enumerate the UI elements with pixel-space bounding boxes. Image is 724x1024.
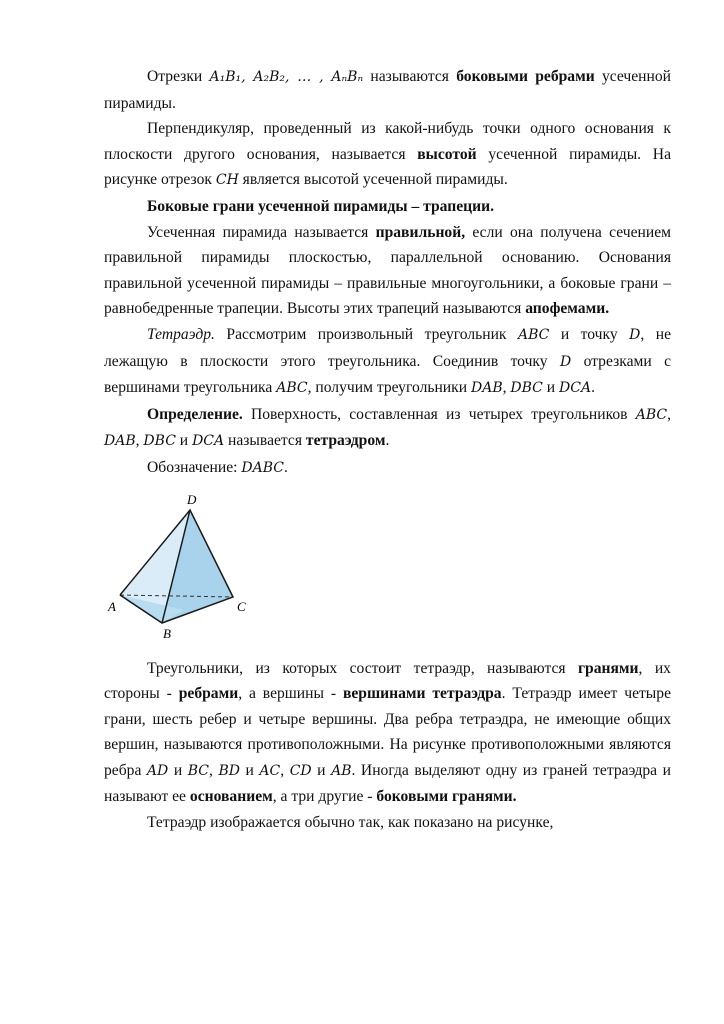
text-run: называется: [224, 432, 306, 450]
bold-term: апофемами.: [525, 300, 610, 318]
text-block-bottom: [104, 656, 671, 836]
text-run: . Тетраэдр имеет четыре грани, шесть ребер и четыре вершины. Два ребра тетраэдра, не имеющие общих вершин, называются противоположными. На рисунке противоположными являются ребра: [104, 685, 672, 779]
bold-term: правильной,: [375, 223, 466, 241]
paragraph: [104, 322, 671, 402]
tetrahedron-diagram: [104, 490, 284, 656]
paragraph: [104, 402, 671, 455]
bold-term: высотой: [417, 145, 477, 163]
text-run: , а три другие -: [272, 788, 377, 806]
bold-term: боковыми ребрами: [456, 68, 595, 85]
text-run: и: [175, 432, 193, 450]
math-expression: DBC: [143, 433, 176, 450]
text-run: Треугольники, из которых состоит тетраэдр, называются: [147, 659, 578, 677]
document-page: [104, 64, 671, 836]
bold-term: тетраэдром: [305, 432, 386, 450]
text-run: ,: [135, 432, 144, 450]
text-run: и: [311, 761, 332, 779]
bold-term: ребрами: [178, 685, 239, 703]
label-c: C: [237, 598, 246, 614]
text-run: Усеченная пирамида называется: [147, 223, 376, 241]
text-run: . Иногда выделяют одну из граней тетраэдра и называют ее: [104, 761, 671, 806]
text-run: и точку: [549, 325, 630, 343]
text-run: Тетраэдр изображается обычно так, как показано на рисунке,: [147, 814, 554, 832]
tetrahedron-figure: [104, 490, 671, 656]
text-run: отрезками с вершинами треугольника: [104, 352, 671, 397]
math-expression: D: [629, 326, 641, 343]
math-expression: DAB: [104, 433, 136, 450]
text-run: называются: [363, 68, 457, 85]
math-expression: CD: [289, 762, 312, 779]
text-run: , получим треугольники: [307, 379, 471, 397]
math-expression: CH: [215, 172, 239, 189]
text-run: является высотой усеченной пирамиды.: [238, 171, 508, 189]
bold-term: гранями: [577, 659, 639, 677]
text-run: и: [168, 761, 188, 779]
text-run: .: [591, 379, 595, 397]
text-run: , не лежащую в плоскости этого треугольника. Соединив точку: [104, 325, 671, 370]
text-run: ,: [280, 761, 290, 779]
paragraph: [104, 64, 671, 116]
text-run: ,: [667, 405, 671, 423]
math-expression: ABC: [517, 326, 550, 343]
math-expression: ABC: [635, 406, 668, 423]
math-expression: BD: [218, 762, 240, 779]
math-expression: A₁B₁, A₂B₂, … , AₙBₙ: [209, 69, 364, 85]
paragraph: [104, 810, 671, 836]
math-expression: AC: [259, 762, 281, 779]
text-run: , а вершины -: [238, 685, 343, 703]
bold-term: Боковые грани усеченной пирамиды – трапеции.: [147, 197, 495, 215]
text-run: и: [542, 379, 560, 397]
bold-term: Определение.: [147, 405, 243, 423]
paragraph: [104, 656, 671, 811]
paragraph: [104, 194, 671, 220]
math-expression: DBC: [510, 380, 543, 397]
math-expression: D: [559, 353, 572, 370]
text-run: ,: [502, 379, 511, 397]
text-run: усеченной пирамиды.: [104, 68, 672, 112]
text-run: Поверхность, составленная из четырех треугольников: [242, 405, 636, 423]
math-expression: AB: [331, 762, 352, 779]
bold-term: основанием: [189, 788, 273, 806]
label-b: B: [163, 625, 171, 641]
paragraph: [104, 455, 671, 482]
bold-term: вершинами тетраэдра: [342, 685, 502, 703]
label-d: D: [187, 491, 197, 507]
text-run: если она получена сечением правильной пирамиды плоскостью, параллельной основанию. Основания правильной усеченной пирамиды – правильные многоугольники, а боковые грани – равнобедренные трапеции. Высоты этих трапеций называются: [104, 223, 671, 318]
math-expression: DCA: [559, 380, 592, 397]
text-run: .: [284, 458, 288, 476]
text-run: Отрезки: [147, 68, 210, 85]
text-run: усеченной пирамиды. На рисунке отрезок: [104, 145, 671, 189]
math-expression: ABC: [276, 380, 308, 397]
bold-term: боковыми гранями.: [376, 788, 517, 806]
text-block-top: [104, 64, 671, 482]
text-run: Обозначение:: [147, 458, 242, 476]
math-expression: BC: [187, 762, 209, 779]
math-expression: AD: [146, 762, 169, 779]
math-expression: DAB: [470, 380, 503, 397]
text-run: Перпендикуляр, проведенный из какой-нибудь точки одного основания к плоскости другого основания, называется: [104, 120, 671, 163]
text-run: ,: [208, 761, 219, 779]
math-expression: DCA: [192, 433, 225, 450]
math-expression: DABC: [241, 459, 285, 476]
text-run: .: [385, 432, 390, 450]
italic-term: Тетраэдр.: [147, 325, 215, 343]
label-a: A: [108, 598, 116, 614]
text-run: , их стороны -: [104, 659, 671, 703]
paragraph: [104, 116, 671, 194]
text-run: и: [239, 761, 260, 779]
paragraph: [104, 220, 671, 322]
text-run: Рассмотрим произвольный треугольник: [214, 325, 518, 343]
